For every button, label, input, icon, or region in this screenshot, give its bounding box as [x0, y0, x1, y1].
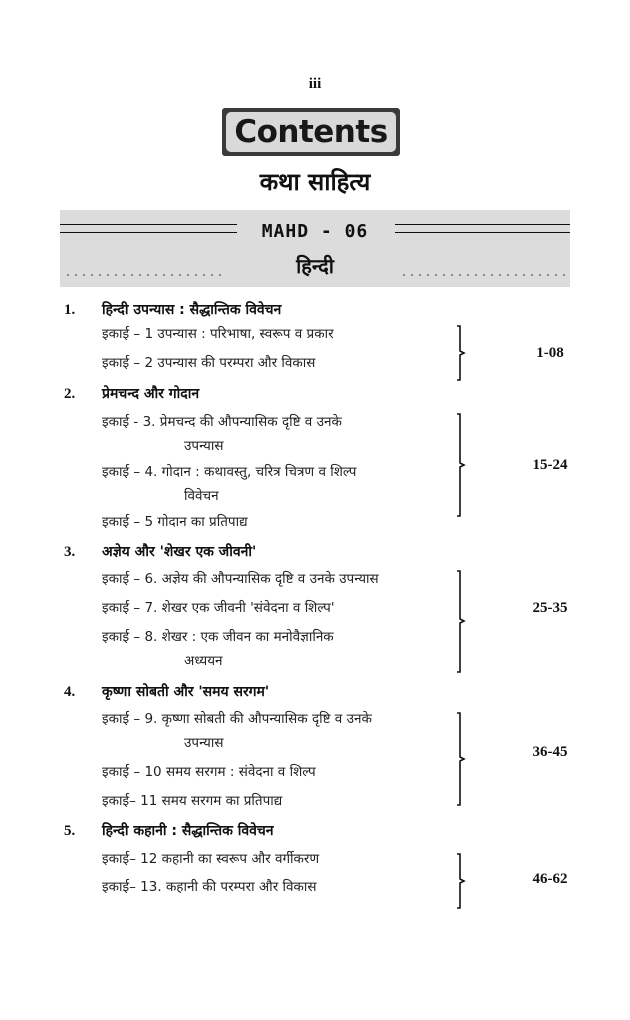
page-range: 1-08 [536, 345, 564, 361]
unit-label: इकाई – 8. [102, 629, 158, 645]
unit-title-continued: अध्ययन [184, 653, 223, 669]
unit-label: इकाई – 1 [102, 326, 154, 342]
unit-label: इकाई – 2 [102, 355, 154, 371]
unit-entry [102, 410, 442, 458]
contents-title-box [222, 108, 400, 156]
brace-icon [455, 325, 469, 381]
section-number: 1. [64, 302, 76, 318]
section-number: 5. [64, 823, 76, 839]
page-range: 25-35 [532, 600, 568, 616]
banner-dots-right [400, 274, 566, 276]
unit-label: इकाई – 5 [102, 514, 154, 530]
unit-title: गोदान का प्रतिपाद्य [157, 514, 248, 530]
unit-entry [102, 847, 442, 871]
brace-icon [455, 570, 469, 673]
unit-title: कहानी का स्वरूप और वर्गीकरण [161, 851, 320, 867]
unit-entry [102, 567, 442, 591]
unit-title-continued: विवेचन [184, 488, 219, 504]
unit-label: इकाई – 9. [102, 711, 158, 727]
unit-label: इकाई – 10 [102, 764, 162, 780]
brace-icon [455, 853, 469, 909]
page-range: 36-45 [532, 744, 568, 760]
unit-entry [102, 760, 442, 784]
unit-title: समय सरगम : संवेदना व शिल्प [165, 764, 316, 780]
section-title: हिन्दी कहानी : सैद्धान्तिक विवेचन [102, 823, 274, 839]
page-range: 15-24 [532, 457, 568, 473]
section-title: अज्ञेय और 'शेखर एक जीवनी' [102, 544, 257, 560]
unit-title: अज्ञेय की औपन्यासिक दृष्टि व उनके उपन्यास [161, 571, 379, 587]
unit-title: प्रेमचन्द की औपन्यासिक दृष्टि व उनके [159, 414, 342, 430]
unit-entry [102, 596, 442, 620]
page-number: iii [308, 76, 322, 92]
unit-entry [102, 351, 442, 375]
unit-title-continued: उपन्यास [184, 438, 224, 454]
page-range: 46-62 [532, 871, 568, 887]
section-number: 2. [64, 386, 76, 402]
unit-title: कृष्णा सोबती की औपन्यासिक दृष्टि व उनके [161, 711, 372, 727]
section-title: कृष्णा सोबती और 'समय सरगम' [102, 684, 270, 700]
course-code: MAHD - 06 [261, 221, 369, 242]
unit-label: इकाई– 11 [102, 793, 158, 809]
unit-title: गोदान : कथावस्तु, चरित्र चित्रण व शिल्प [161, 464, 357, 480]
section-number: 4. [64, 684, 76, 700]
subtitle: कथा साहित्य [259, 168, 371, 196]
unit-title: कहानी की परम्परा और विकास [165, 879, 317, 895]
course-banner [60, 210, 570, 287]
section-title: हिन्दी उपन्यास : सैद्धान्तिक विवेचन [102, 302, 282, 318]
course-language: हिन्दी [296, 254, 334, 278]
brace-icon [455, 712, 469, 806]
unit-entry [102, 460, 442, 508]
unit-title: समय सरगम का प्रतिपाद्य [161, 793, 283, 809]
section-heading [64, 682, 269, 701]
unit-entry [102, 322, 442, 346]
unit-title: उपन्यास : परिभाषा, स्वरूप व प्रकार [157, 326, 334, 342]
section-heading [64, 821, 274, 840]
banner-dots-left [64, 274, 224, 276]
section-heading [64, 384, 199, 403]
unit-title: शेखर एक जीवनी 'संवेदना व शिल्प' [161, 600, 335, 616]
unit-title-continued: उपन्यास [184, 735, 224, 751]
section-heading [64, 300, 281, 319]
unit-entry [102, 625, 442, 673]
section-title: प्रेमचन्द और गोदान [102, 386, 200, 402]
unit-label: इकाई – 6. [102, 571, 158, 587]
unit-title: शेखर : एक जीवन का मनोवैज्ञानिक [161, 629, 334, 645]
unit-label: इकाई– 12 [102, 851, 158, 867]
unit-label: इकाई - 3. [102, 414, 156, 430]
unit-entry [102, 707, 442, 755]
section-number: 3. [64, 544, 76, 560]
unit-label: इकाई– 13. [102, 879, 162, 895]
unit-entry [102, 510, 442, 534]
unit-label: इकाई – 7. [102, 600, 158, 616]
contents-title: Contents [226, 112, 396, 152]
section-heading [64, 542, 256, 561]
unit-entry [102, 875, 442, 899]
unit-label: इकाई – 4. [102, 464, 158, 480]
brace-icon [455, 413, 469, 517]
unit-title: उपन्यास की परम्परा और विकास [157, 355, 316, 371]
unit-entry [102, 789, 442, 813]
